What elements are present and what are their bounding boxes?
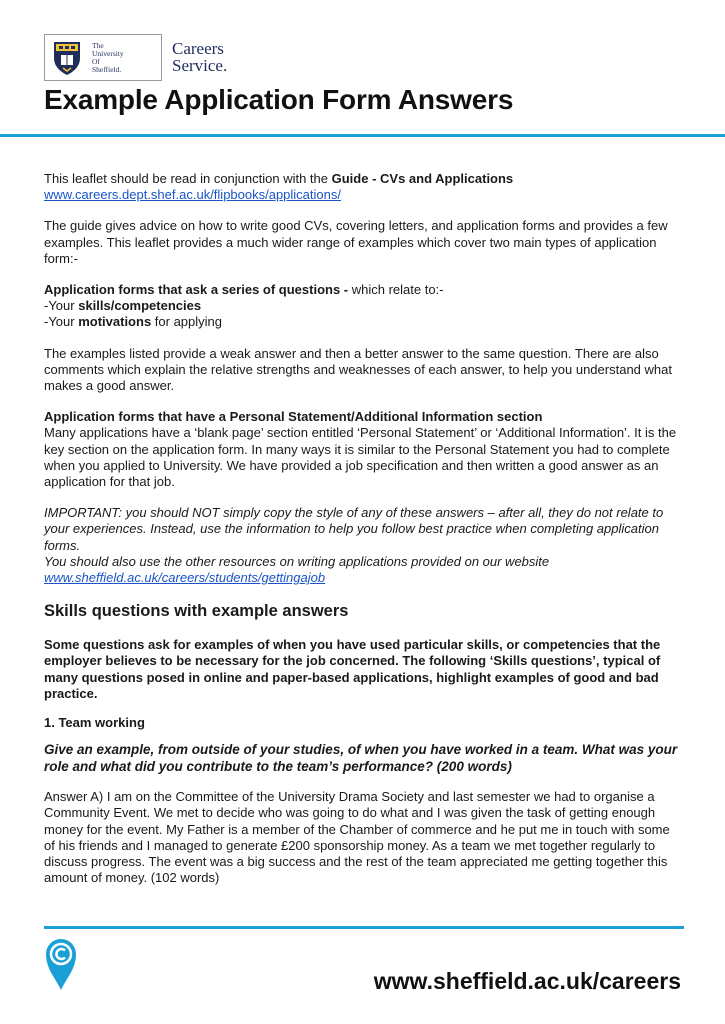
- university-name: The University Of Sheffield.: [92, 41, 124, 74]
- skills-intro: Some questions ask for examples of when you have used particular skills, or competencies that the employer believes to be necessary for the job concerned. The following ‘Skills questions’, typical of many questions posed in online and paper-based applications, highlight examples of good and bad practice.: [44, 637, 661, 701]
- page-title: Example Application Form Answers: [44, 84, 514, 115]
- questions-section: Application forms that ask a series of questions - which relate to:- -Your skills/competencies -Your motivations for applying: [44, 282, 444, 330]
- intro-paragraph: This leaflet should be read in conjunction with the Guide - CVs and Applications www.careers.dept.shef.ac.uk/flipbooks/applications/: [44, 171, 514, 203]
- answer-a: Answer A) I am on the Committee of the University Drama Society and last semester we had to organise a Community Event. We met to decide who was going to do what and I was given the task of getting enough money for the event. My Father is a member of the Chamber of commerce and he put me in touch with some of his friends and I managed to generate £200 sponsorship money. As a team we met together regularly to discuss progress. The event was a big success and the rest of the team appreciated me getting together this amount of money. (102 words): [44, 789, 670, 886]
- careers-service-wordmark: Careers Service.: [172, 39, 228, 75]
- important-notice: IMPORTANT: you should NOT simply copy the style of any of these answers – after all, they do not relate to your experiences. Instead, use the information to help you follow best practice when completing application forms. You should also use the other resources on writing applications provided on our website www.sheffield.ac.uk/careers/students/gettingajob: [44, 505, 664, 586]
- careers-pin-icon: [44, 935, 78, 991]
- team-working-question: Give an example, from outside of your studies, of when you have worked in a team. What was your role and what did you contribute to the team’s performance? (200 words): [44, 742, 678, 775]
- guide-link[interactable]: www.careers.dept.shef.ac.uk/flipbooks/applications/: [44, 187, 341, 203]
- gettingajob-link[interactable]: www.sheffield.ac.uk/careers/students/gettingajob: [44, 570, 326, 586]
- skills-heading: Skills questions with example answers: [44, 602, 349, 621]
- document-body: [44, 171, 684, 902]
- footer-url: www.sheffield.ac.uk/careers: [373, 968, 681, 994]
- footer-divider: [44, 926, 684, 929]
- header-divider: [0, 134, 725, 137]
- personal-statement-section: Application forms that have a Personal Statement/Additional Information section Many applications have a ‘blank page’ section entitled ‘Personal Statement’ or ‘Additional Information’. It is the key section on the application form. In many ways it is similar to the Personal Statement you had to complete when you applied to University. We have provided a job specification and then written a good answer as an application for that job.: [44, 409, 677, 490]
- guide-title: Guide - CVs and Applications: [331, 171, 514, 186]
- crest-icon: [52, 40, 82, 76]
- guide-description: The guide gives advice on how to write good CVs, covering letters, and application forms and provides a few examples. This leaflet provides a much wider range of examples which cover two main types of application form:-: [44, 218, 668, 266]
- university-logo: [44, 34, 162, 81]
- team-working-heading: 1. Team working: [44, 715, 145, 731]
- personal-statement-heading: Application forms that have a Personal Statement/Additional Information section: [44, 409, 543, 425]
- examples-paragraph: The examples listed provide a weak answer and then a better answer to the same question. There are also comments which explain the relative strengths and weaknesses of each answer, to help you understand what makes a good answer.: [44, 345, 672, 394]
